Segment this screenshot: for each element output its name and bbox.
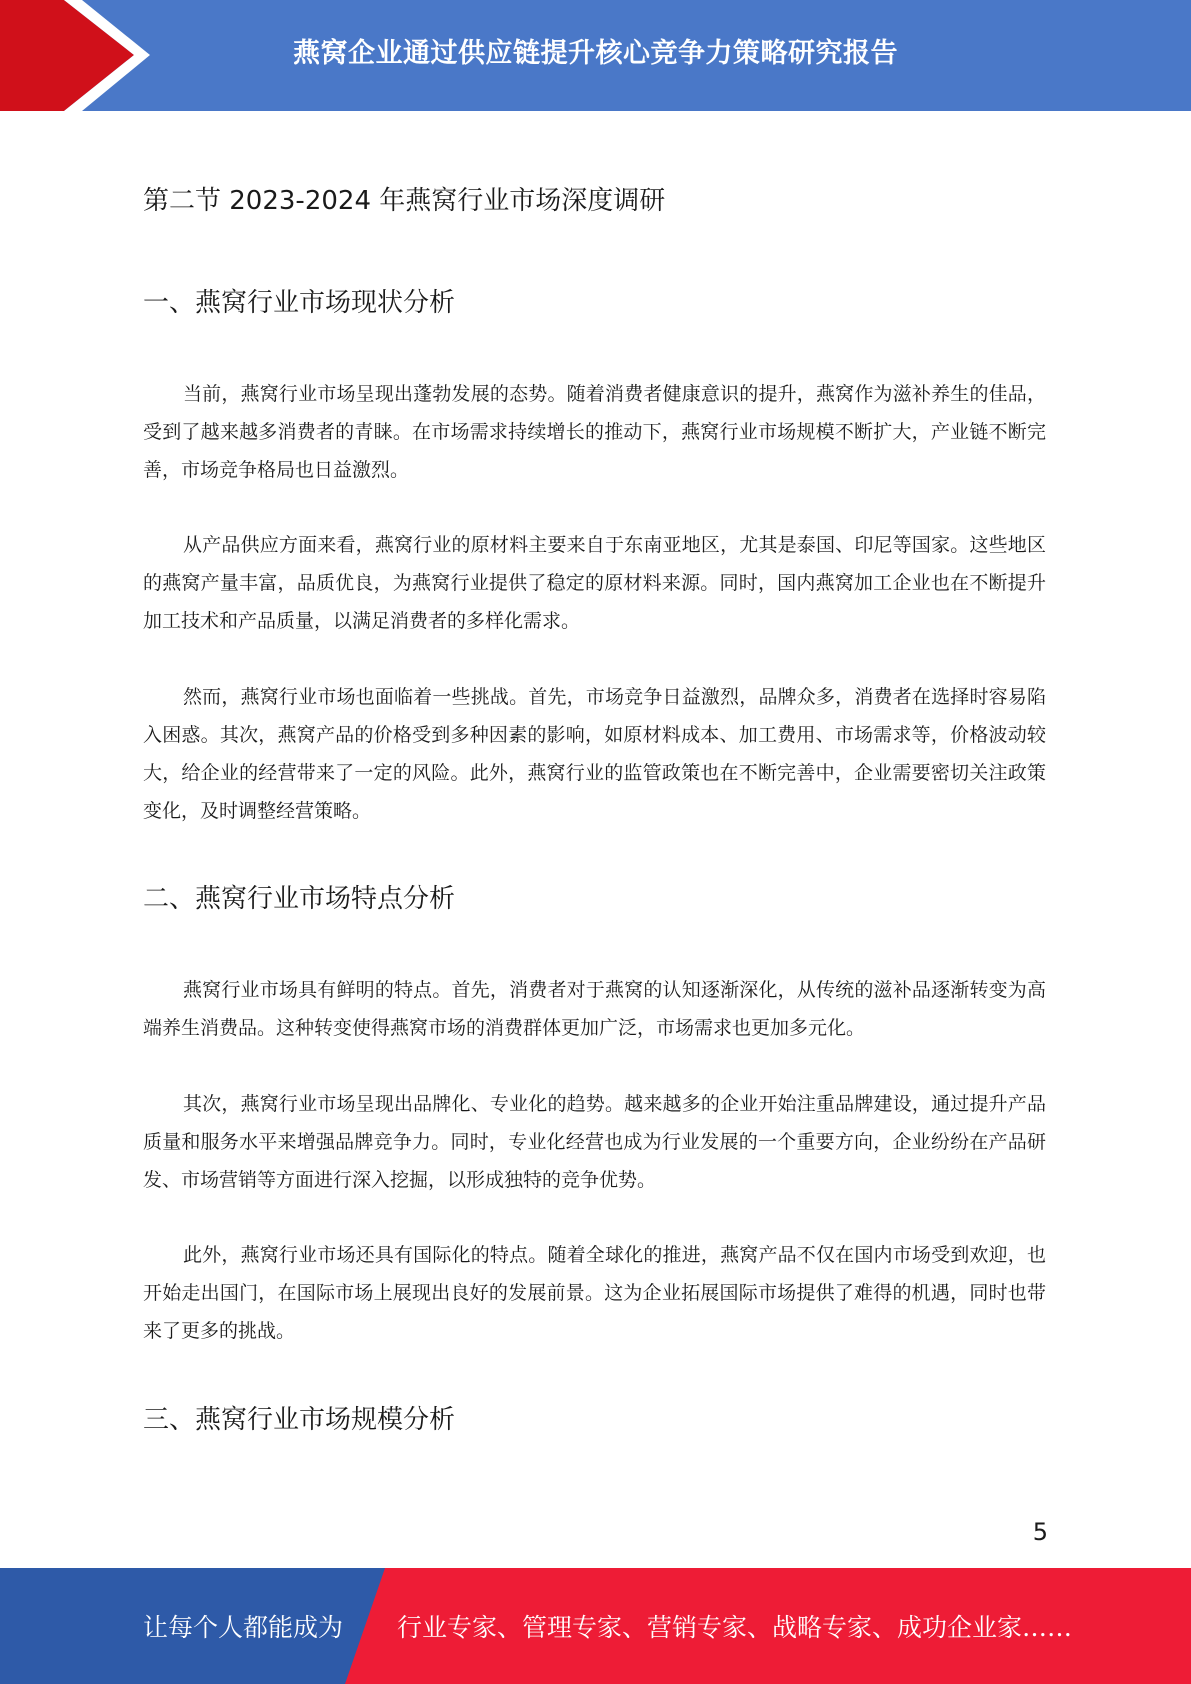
paragraph: 此外，燕窝行业市场还具有国际化的特点。随着全球化的推进，燕窝产品不仅在国内市场受到欢迎，也开始走出国门，在国际市场上展现出良好的发展前景。这为企业拓展国际市场提供了难得的机遇，同时也带来了更多的挑战。 bbox=[143, 1244, 1046, 1342]
heading-market-features: 二、燕窝行业市场特点分析 bbox=[143, 884, 456, 914]
paragraph: 从产品供应方面来看，燕窝行业的原材料主要来自于东南亚地区，尤其是泰国、印尼等国家。这些地区的燕窝产量丰富，品质优良，为燕窝行业提供了稳定的原材料来源。同时，国内燕窝加工企业也在不断提升加工技术和产品质量，以满足消费者的多样化需求。 bbox=[143, 534, 1046, 632]
footer-slogan-right: 行业专家、管理专家、营销专家、战略专家、成功企业家…… bbox=[397, 1613, 1073, 1642]
section-title: 第二节 2023-2024 年燕窝行业市场深度调研 bbox=[143, 186, 666, 216]
heading-market-size: 三、燕窝行业市场规模分析 bbox=[143, 1405, 456, 1435]
paragraph: 燕窝行业市场具有鲜明的特点。首先，消费者对于燕窝的认知逐渐深化，从传统的滋补品逐渐转变为高端养生消费品。这种转变使得燕窝市场的消费群体更加广泛，市场需求也更加多元化。 bbox=[143, 979, 1046, 1039]
heading-market-status: 一、燕窝行业市场现状分析 bbox=[143, 288, 456, 318]
header-title: 燕窝企业通过供应链提升核心竞争力策略研究报告 bbox=[293, 37, 898, 69]
footer-slogan-left: 让每个人都能成为 bbox=[143, 1613, 344, 1642]
page-number: 5 bbox=[1032, 1518, 1048, 1546]
paragraph: 然而，燕窝行业市场也面临着一些挑战。首先，市场竞争日益激烈，品牌众多，消费者在选择时容易陷入困惑。其次，燕窝产品的价格受到多种因素的影响，如原材料成本、加工费用、市场需求等，价格波动较大，给企业的经营带来了一定的风险。此外，燕窝行业的监管政策也在不断完善中，企业需要密切关注政策变化，及时调整经营策略。 bbox=[143, 686, 1046, 822]
header-band bbox=[0, 0, 1191, 111]
paragraph: 当前，燕窝行业市场呈现出蓬勃发展的态势。随着消费者健康意识的提升，燕窝作为滋补养生的佳品，受到了越来越多消费者的青睐。在市场需求持续增长的推动下，燕窝行业市场规模不断扩大，产业链不断完善，市场竞争格局也日益激烈。 bbox=[143, 383, 1046, 481]
footer-band bbox=[0, 1568, 1191, 1684]
paragraph: 其次，燕窝行业市场呈现出品牌化、专业化的趋势。越来越多的企业开始注重品牌建设，通过提升产品质量和服务水平来增强品牌竞争力。同时，专业化经营也成为行业发展的一个重要方向，企业纷纷在产品研发、市场营销等方面进行深入挖掘，以形成独特的竞争优势。 bbox=[143, 1093, 1046, 1191]
